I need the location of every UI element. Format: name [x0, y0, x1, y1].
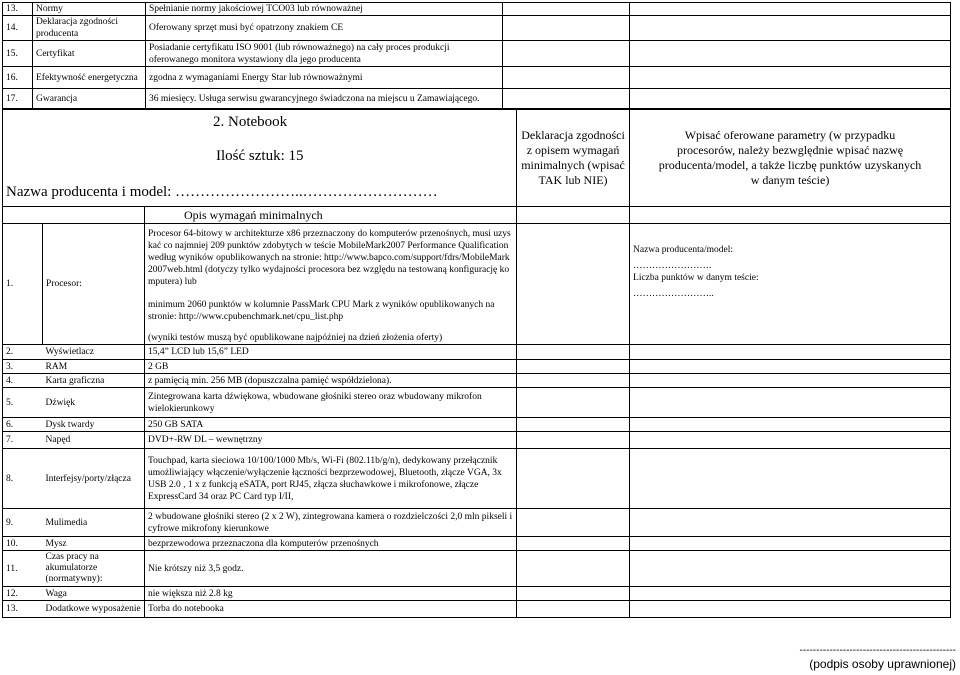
table-row	[3, 537, 951, 551]
row-number: 13.	[3, 601, 43, 618]
processor-requirement-1: Procesor 64-bitowy w architekturze x86 przeznaczony do komputerów przenośnych, musi uzyskać co najmniej 209 punktów zdobytych w teście MobileMark2007 Performance Qualification według wyników opublikowanych na stronie: http://www.bapco.com/support/fdrs/MobileMark2007web.html (dotyczy tylko wydajności procesora bez względu na testowaną konfigurację komputera) lub	[148, 229, 511, 287]
row-number: 7.	[3, 432, 43, 449]
table-row	[3, 3, 951, 16]
declaration-cell[interactable]	[517, 345, 630, 360]
table-row	[3, 587, 951, 601]
declaration-cell[interactable]	[517, 601, 630, 618]
table-row	[3, 41, 951, 67]
declaration-cell[interactable]	[517, 449, 630, 509]
row-value: 250 GB SATA	[145, 418, 517, 432]
row-number: 8.	[3, 449, 43, 509]
declaration-cell[interactable]	[503, 41, 630, 67]
table-row	[3, 374, 951, 388]
row-value: zgodna z wymaganiami Energy Star lub równoważnymi	[146, 67, 503, 89]
row-value: 15,4” LCD lub 15,6” LED	[145, 345, 517, 360]
row-name: Dodatkowe wyposażenie	[43, 601, 145, 618]
declaration-cell[interactable]	[517, 509, 630, 537]
declaration-cell[interactable]	[517, 207, 630, 224]
row-name: Wyświetlacz	[43, 345, 145, 360]
row-value: 2 wbudowane głośniki stereo (2 x 2 W), zintegrowana kamera o rozdzielczości 2,0 mln pikseli i cyfrowe mikrofony kierunkowe	[145, 509, 517, 537]
table-row	[3, 360, 951, 374]
row-number: 6.	[3, 418, 43, 432]
declaration-cell[interactable]	[517, 374, 630, 388]
params-cell[interactable]	[630, 207, 951, 224]
row-value: DVD+-RW DL – wewnętrzny	[145, 432, 517, 449]
row-number: 14.	[3, 16, 33, 41]
params-cell[interactable]	[630, 16, 951, 41]
quantity-label: Ilość sztuk: 15	[216, 148, 304, 164]
params-cell[interactable]	[630, 360, 951, 374]
params-cell[interactable]	[630, 41, 951, 67]
row-value: Oferowany sprzęt musi być opatrzony znakiem CE	[146, 16, 503, 41]
row-number: 1.	[3, 224, 43, 345]
row-name: Procesor:	[43, 224, 145, 345]
params-cell[interactable]	[630, 509, 951, 537]
params-cell[interactable]	[630, 224, 951, 345]
params-cell[interactable]	[630, 537, 951, 551]
section-heading-cell	[3, 109, 517, 207]
row-number: 2.	[3, 345, 43, 360]
model-label: Nazwa producenta i model: ……………………..………………………	[6, 184, 438, 200]
row-value: bezprzewodowa przeznaczona dla komputerów przenośnych	[145, 537, 517, 551]
params-cell[interactable]	[630, 551, 951, 587]
row-number: 15.	[3, 41, 33, 67]
declaration-cell[interactable]	[517, 224, 630, 345]
params-cell[interactable]	[630, 601, 951, 618]
row-name: Dźwięk	[43, 388, 145, 418]
params-cell[interactable]	[630, 418, 951, 432]
row-value: Zintegrowana karta dźwiękowa, wbudowane głośniki stereo oraz wbudowany mikrofon wielokierunkowy	[145, 388, 517, 418]
row-name: Interfejsy/porty/złącza	[43, 449, 145, 509]
param-model-blank: …………………….	[633, 261, 712, 271]
row-number: 16.	[3, 67, 33, 89]
row-value: 2 GB	[145, 360, 517, 374]
row-number: 13.	[3, 3, 33, 16]
row-name: Mulimedia	[43, 509, 145, 537]
declaration-cell[interactable]	[503, 67, 630, 89]
table-row	[3, 601, 951, 618]
row-value: Posiadanie certyfikatu ISO 9001 (lub równoważnego) na cały proces produkcji oferowanego monitora wystawiony dla jego producenta	[146, 41, 503, 67]
processor-requirement-2: minimum 2060 punktów w kolumnie PassMark CPU Mark z wyników opublikowanych na stronie: http://www.cpubenchmark.net/cpu_list.php	[148, 300, 495, 322]
table-row	[3, 67, 951, 89]
table-row	[3, 388, 951, 418]
monitor-spec-table	[2, 2, 951, 110]
table-row	[3, 418, 951, 432]
row-name: Czas pracy na akumulatorze (normatywny):	[43, 551, 145, 587]
table-row	[3, 16, 951, 41]
declaration-cell[interactable]	[517, 388, 630, 418]
declaration-cell[interactable]	[503, 89, 630, 110]
declaration-cell[interactable]	[517, 432, 630, 449]
row-value: Touchpad, karta sieciowa 10/100/1000 Mb/s, Wi-Fi (802.11b/g/n), dedykowany przełącznik umożliwiający włączenie/wyłączenie łączności bezprzewodowej, Bluetooth, złącze VGA, 3x USB 2.0 , 1 x z funkcją eSATA, port RJ45, złącza słuchawkowe i mikrofonowe, złącze ExpressCard 34 oraz PC Card typ I/II,	[145, 449, 517, 509]
declaration-cell[interactable]	[517, 360, 630, 374]
row-number: 5.	[3, 388, 43, 418]
row-number: 4.	[3, 374, 43, 388]
row-value: Torba do notebooka	[145, 601, 517, 618]
row-name: Deklaracja zgodności producenta	[33, 16, 146, 41]
row-name: Napęd	[43, 432, 145, 449]
table-row	[3, 432, 951, 449]
params-cell[interactable]	[630, 374, 951, 388]
section-title: 2. Notebook	[213, 114, 288, 130]
row-number: 9.	[3, 509, 43, 537]
row-number: 11.	[3, 551, 43, 587]
row-value	[145, 224, 517, 345]
signature-block	[799, 646, 956, 672]
params-cell[interactable]	[630, 388, 951, 418]
declaration-cell[interactable]	[503, 16, 630, 41]
table-row	[3, 551, 951, 587]
notebook-spec-table	[2, 108, 951, 618]
row-name: Certyfikat	[33, 41, 146, 67]
row-value: nie większa niż 2.8 kg	[145, 587, 517, 601]
params-cell[interactable]	[630, 89, 951, 110]
row-number: 3.	[3, 360, 43, 374]
params-cell[interactable]	[630, 587, 951, 601]
row-name: Normy	[33, 3, 146, 16]
params-header: Wpisać oferowane parametry (w przypadku procesorów, należy bezwględnie wpisać nazwę producenta/model, a także liczbę punktów uzyskanych w danym teście)	[630, 109, 951, 207]
params-cell[interactable]	[630, 3, 951, 16]
declaration-cell[interactable]	[517, 537, 630, 551]
row-name: Efektywność energetyczna	[33, 67, 146, 89]
params-cell[interactable]	[630, 67, 951, 89]
params-cell[interactable]	[630, 345, 951, 360]
requirements-header-row	[3, 207, 951, 224]
signature-line: -----------------------------------------------	[799, 645, 956, 656]
params-cell[interactable]	[630, 449, 951, 509]
requirements-header: Opis wymagań minimalnych	[145, 207, 517, 224]
row-name: Gwarancja	[33, 89, 146, 110]
table-row	[3, 89, 951, 110]
param-score-blank: ……………………..	[633, 289, 714, 299]
row-value: z pamięcią min. 256 MB (dopuszczalna pamięć współdzielona).	[145, 374, 517, 388]
row-name: Karta graficzna	[43, 374, 145, 388]
table-row	[3, 449, 951, 509]
row-name: Dysk twardy	[43, 418, 145, 432]
table-row	[3, 345, 951, 360]
declaration-cell[interactable]	[517, 551, 630, 587]
table-row	[3, 509, 951, 537]
params-cell[interactable]	[630, 432, 951, 449]
processor-requirement-3: (wyniki testów muszą być opublikowane najpóźniej na dzień złożenia oferty)	[148, 333, 443, 343]
table-row	[3, 224, 951, 345]
row-value: 36 miesięcy. Usługa serwisu gwarancyjnego świadczona na miejscu u Zamawiającego.	[146, 89, 503, 110]
param-score-label: Liczba punktów w danym teście:	[633, 273, 759, 283]
row-name: Mysz	[43, 537, 145, 551]
param-model-label: Nazwa producenta/model:	[633, 245, 733, 255]
row-number: 17.	[3, 89, 33, 110]
row-value: Spełnianie normy jakościowej TCO03 lub równoważnej	[146, 3, 503, 16]
row-name: Waga	[43, 587, 145, 601]
signature-label: (podpis osoby uprawnionej)	[809, 657, 956, 671]
row-value: Nie krótszy niż 3,5 godz.	[145, 551, 517, 587]
section-header-row	[3, 109, 951, 207]
row-name: RAM	[43, 360, 145, 374]
declaration-cell[interactable]	[517, 587, 630, 601]
row-number: 10.	[3, 537, 43, 551]
declaration-cell[interactable]	[503, 3, 630, 16]
row-number: 12.	[3, 587, 43, 601]
declaration-cell[interactable]	[517, 418, 630, 432]
declaration-header: Deklaracja zgodności z opisem wymagań minimalnych (wpisać TAK lub NIE)	[517, 109, 630, 207]
